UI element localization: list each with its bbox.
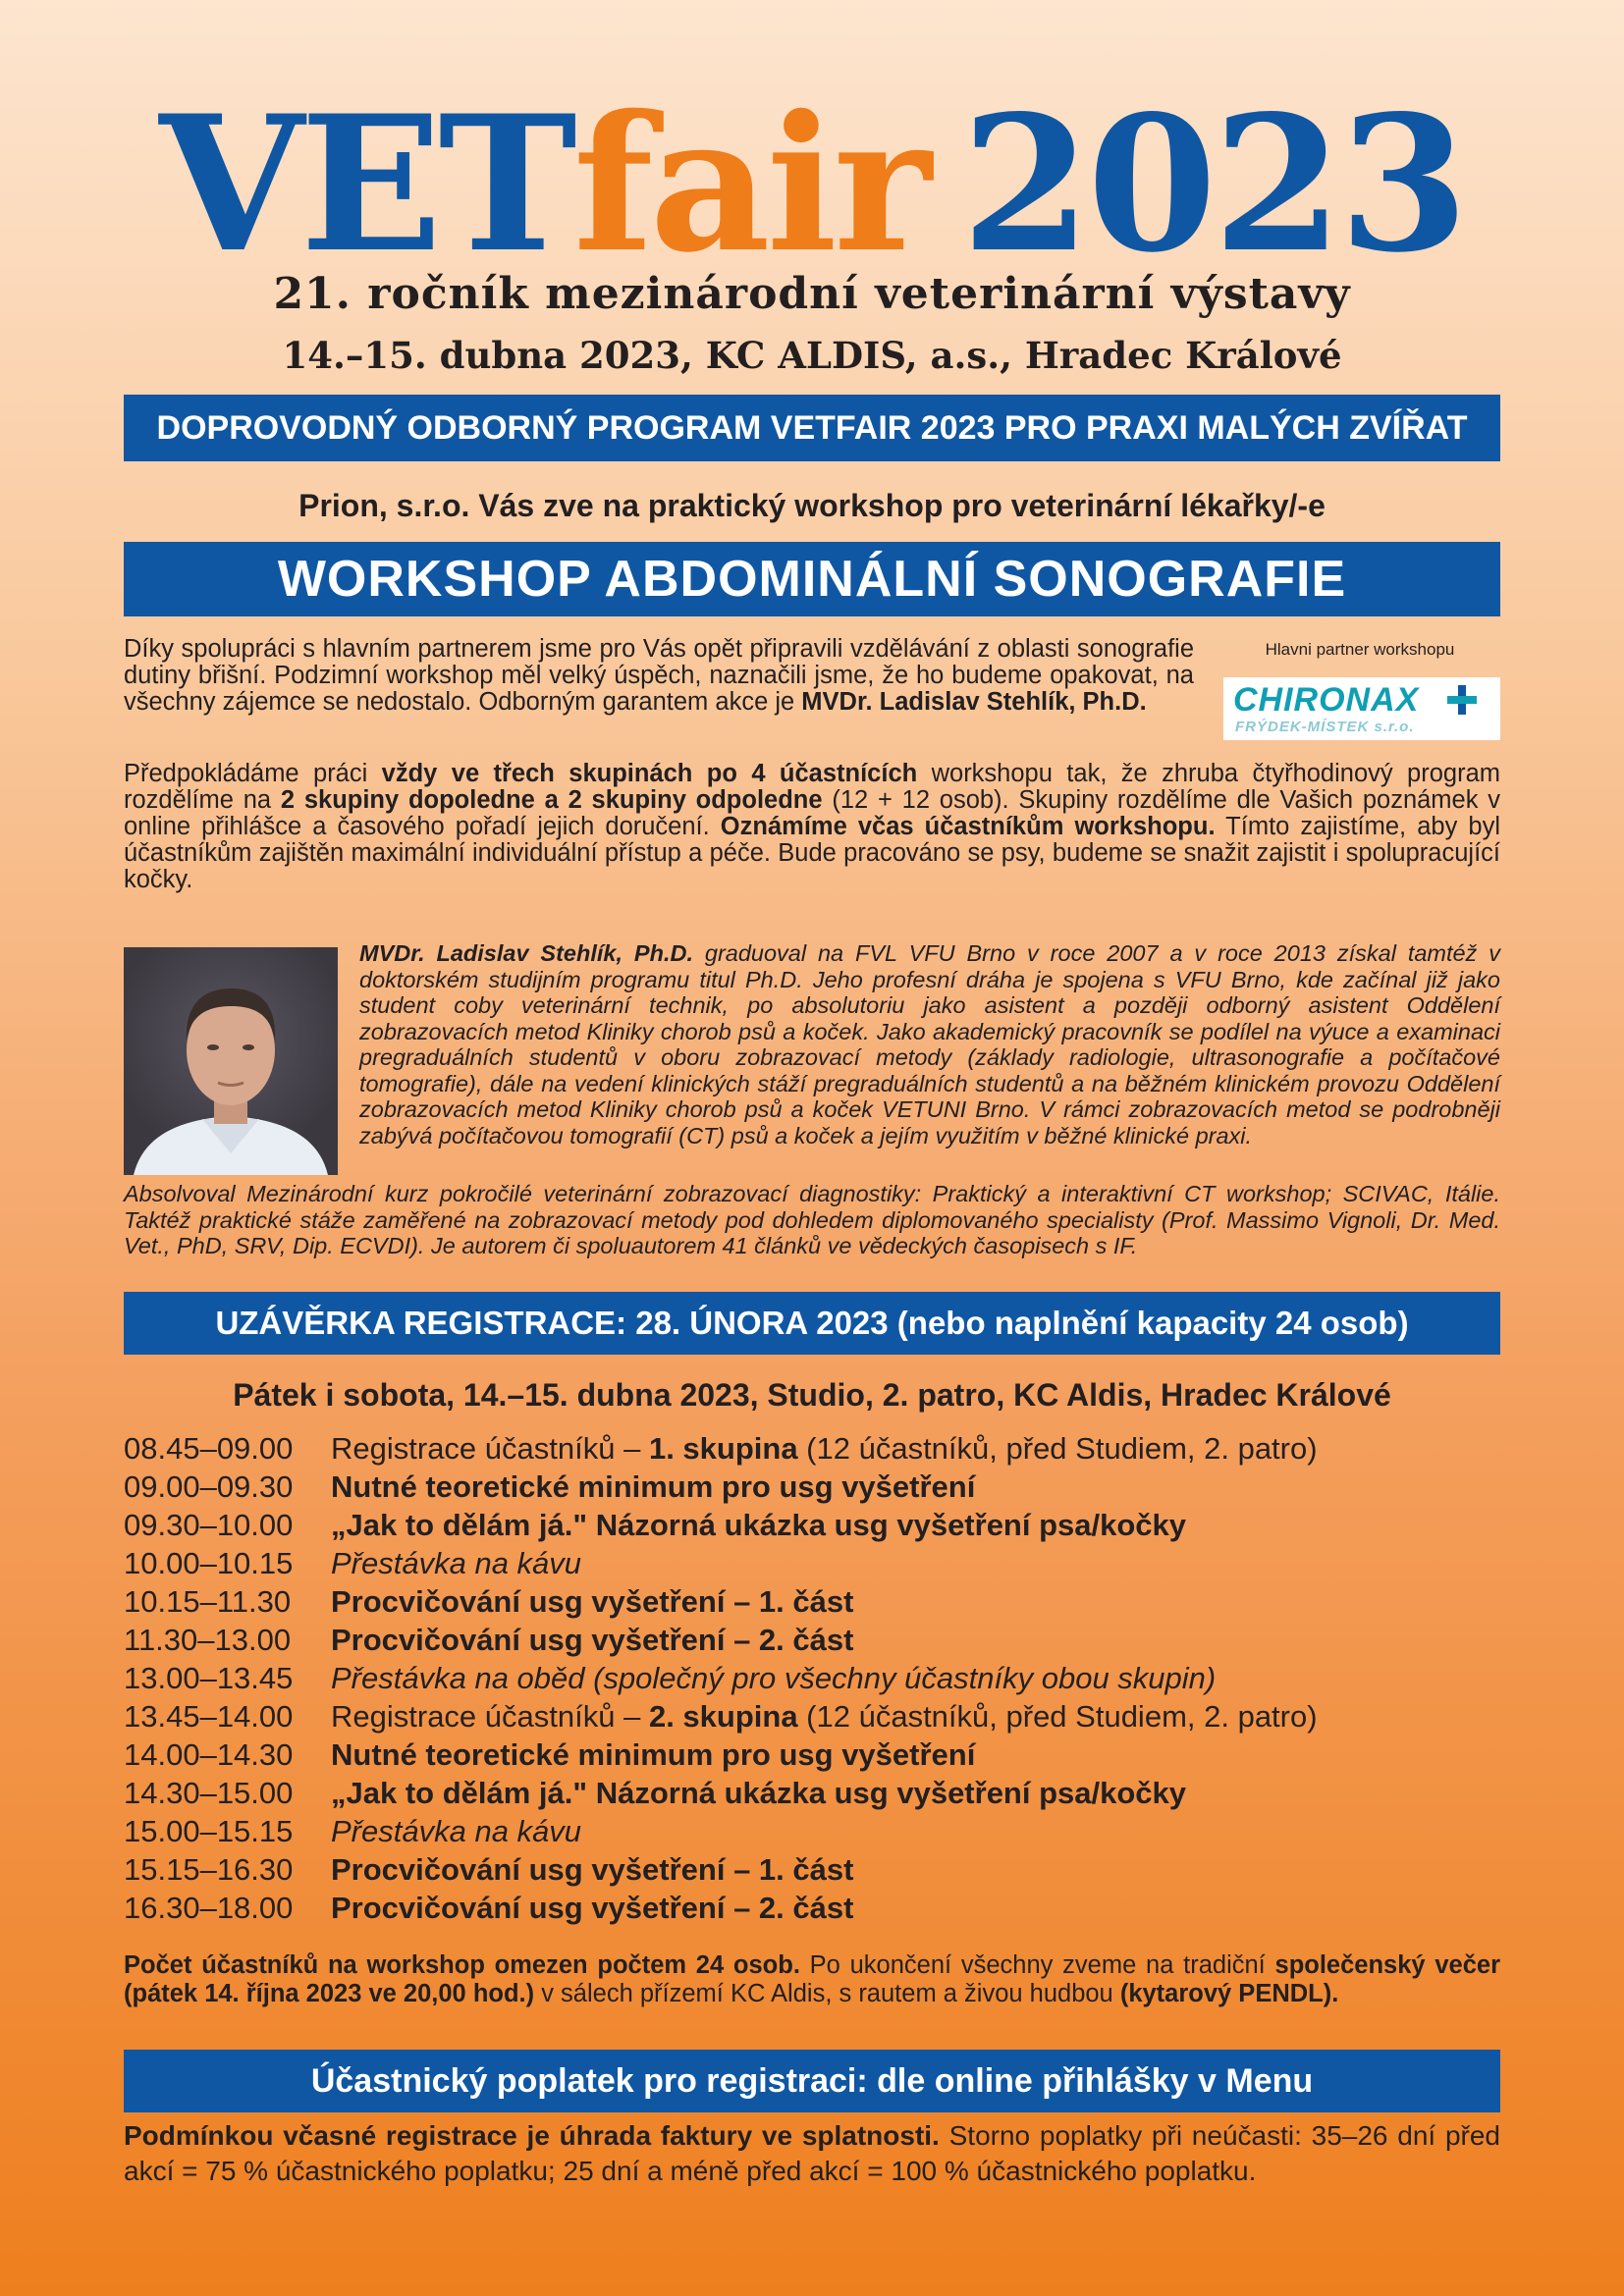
schedule-time: 11.30–13.00 — [124, 1623, 292, 1657]
intro-text: Tímto zajistíme, aby byl účastníkům zajištěn maximální individuální přístup a péče. Bude pracováno se psy, budeme se snažit zajistit i spolupracující kočky. — [124, 813, 1501, 893]
schedule-bold: Nutné teoretické minimum pro usg vyšetření — [331, 1737, 976, 1772]
schedule-row — [124, 1850, 1500, 1889]
schedule-row — [124, 1621, 1500, 1659]
schedule-break: Přestávka na kávu — [331, 1546, 582, 1580]
schedule-time: 16.30–18.00 — [124, 1891, 294, 1925]
speaker-photo — [124, 947, 338, 1175]
logo-sub-text: FRÝDEK-MÍSTEK s.r.o. — [1235, 719, 1415, 735]
schedule-bold: Procvičování usg vyšetření – 1. část — [331, 1584, 854, 1619]
schedule-text: (12 účastníků, před Studiem, 2. patro) — [797, 1699, 1318, 1734]
payment-note — [124, 2118, 1500, 2189]
schedule-row — [124, 1697, 1500, 1735]
partner-label: Hlavni partner workshopu — [1265, 640, 1455, 659]
capacity-text: Po ukončení všechny zveme na tradiční — [799, 1951, 1275, 1979]
schedule-break: Přestávka na oběd (společný pro všechny účastníky obou skupin) — [331, 1661, 1217, 1695]
intro-paragraph-2 — [124, 761, 1500, 893]
schedule-time: 08.45–09.00 — [124, 1431, 294, 1466]
speaker-name: MVDr. Ladislav Stehlík, Ph.D. — [359, 940, 693, 966]
schedule-row — [124, 1812, 1500, 1850]
chironax-logo — [1223, 677, 1500, 740]
schedule-bold: Nutné teoretické minimum pro usg vyšetření — [331, 1469, 976, 1504]
schedule-time: 13.00–13.45 — [124, 1661, 294, 1695]
deadline-banner: UZÁVĚRKA REGISTRACE: 28. ÚNORA 2023 (nebo naplnění kapacity 24 osob) — [124, 1292, 1500, 1355]
intro-bold: vždy ve třech skupinách po 4 účastnících — [381, 760, 918, 787]
program-banner: DOPROVODNÝ ODBORNÝ PROGRAM VETFAIR 2023 PRO PRAXI MALÝCH ZVÍŘAT — [124, 395, 1500, 461]
schedule-row — [124, 1582, 1500, 1621]
intro-paragraph-1 — [124, 636, 1194, 716]
payment-bold: Podmínkou včasné registrace je úhrada faktury ve splatnosti. — [124, 2120, 940, 2151]
schedule-break: Přestávka na kávu — [331, 1814, 582, 1848]
schedule-text: (12 účastníků, před Studiem, 2. patro) — [797, 1431, 1318, 1466]
schedule-bold: „Jak to dělám já." Názorná ukázka usg vyšetření psa/kočky — [331, 1776, 1187, 1810]
capacity-text: v sálech přízemí KC Aldis, s rautem a živou hudbou — [534, 1980, 1120, 2007]
schedule-bold: 1. skupina — [648, 1431, 798, 1466]
invite-line: Prion, s.r.o. Vás zve na praktický workshop pro veterinární lékařky/-e — [298, 488, 1326, 523]
speaker-bio-2: Absolvoval Mezinárodní kurz pokročilé veterinární zobrazovací diagnostiky: Praktický a interaktivní CT workshop; SCIVAC, Itálie. Taktéž praktické stáže zaměřené na zobrazovací metody pod dohledem diplomovaného specialisty (Prof. Massimo Vignoli, Dr. Med. Vet., PhD, SRV, Dip. ECVDI). Je autorem či spoluautorem 41 článků ve vědeckých časopisech s IF. — [124, 1181, 1500, 1258]
bio-text: graduoval na FVL VFU Brno v roce 2007 a v roce 2013 získal tamtéž v doktorském studijním programu titul Ph.D. Jeho profesní dráha je spojena s VFU Brno, kde začínal již jako student coby veterinární technik, po absolutoriu jako asistent a později odborný asistent Oddělení zobrazovacích metod Kliniky chorob psů a koček. Jako akademický pracovník se podílel na výuce a examinaci pregraduálních studentů v oboru zobrazovací metody (základy radiologie, ultrasonografie a počítačové tomografie), dále na vedení klinických stáží pregraduálních studentů a na běžném klinickém provozu Oddělení zobrazovacích metod Kliniky chorob psů a koček VETUNI Brno. V rámci zobrazovacích metod se podrobněji zabývá počítačovou tomografií (CT) psů a koček a jejím využitím v běžné klinické praxi. — [359, 940, 1500, 1148]
title-fair: fair — [572, 75, 928, 294]
schedule-time: 15.15–16.30 — [124, 1852, 294, 1887]
schedule-bold: Procvičování usg vyšetření – 2. část — [331, 1623, 854, 1657]
schedule-row — [124, 1735, 1500, 1774]
capacity-note — [124, 1951, 1500, 2008]
title-year: 2023 — [960, 75, 1465, 294]
intro-text: Předpokládáme práci — [124, 760, 382, 787]
schedule-row — [124, 1544, 1500, 1582]
schedule-time: 09.00–09.30 — [124, 1469, 294, 1504]
intro-text: (12 + 12 osob). Skupiny rozdělíme dle Vašich poznámek v online přihlášce a časového pořadí jejich doručení. — [124, 786, 1501, 840]
capacity-bold: Počet účastníků na workshop omezen počtem 24 osob. — [124, 1951, 800, 1979]
schedule-time: 14.30–15.00 — [124, 1776, 294, 1810]
schedule-row — [124, 1659, 1500, 1697]
payment-text: Storno poplatky při neúčasti: 35–26 dní před akcí = 75 % účastnického poplatku; 25 dní a méně před akcí = 100 % účastnického poplatku. — [124, 2120, 1500, 2186]
schedule-bold: Procvičování usg vyšetření – 1. část — [331, 1852, 854, 1887]
schedule-time: 10.00–10.15 — [124, 1546, 294, 1580]
schedule-bold: Procvičování usg vyšetření – 2. část — [331, 1891, 854, 1925]
fee-banner: Účastnický poplatek pro registraci: dle online přihlášky v Menu — [124, 2050, 1500, 2112]
schedule-row — [124, 1429, 1500, 1468]
plus-icon — [1447, 685, 1477, 715]
intro-bold: 2 skupiny dopoledne a 2 skupiny odpoledne — [280, 786, 823, 814]
title-vet: VET — [159, 75, 573, 294]
venue-line: Pátek i sobota, 14.–15. dubna 2023, Studio, 2. patro, KC Aldis, Hradec Králové — [233, 1377, 1391, 1413]
intro-text: workshopu tak, že zhruba čtyřhodinový program rozdělíme na — [124, 760, 1500, 814]
schedule-row — [124, 1774, 1500, 1812]
intro-bold: Oznámíme včas účastníkům workshopu. — [720, 813, 1216, 840]
event-subtitle: 21. ročník mezinárodní veterinární výstavy — [273, 269, 1351, 319]
event-date-place: 14.–15. dubna 2023, KC ALDIS, a.s., Hradec Králové — [282, 334, 1342, 377]
schedule-row — [124, 1468, 1500, 1506]
schedule-time: 10.15–11.30 — [124, 1584, 292, 1619]
schedule-time: 15.00–15.15 — [124, 1814, 294, 1848]
speaker-bio — [359, 940, 1500, 1148]
logo-main-text: CHIRONAX — [1233, 681, 1420, 719]
schedule-time: 09.30–10.00 — [124, 1508, 294, 1542]
schedule-row — [124, 1506, 1500, 1544]
intro-text: Díky spolupráci s hlavním partnerem jsme pro Vás opět připravili vzdělávání z oblasti sonografie dutiny břišní. Podzimní workshop měl velký úspěch, naznačili jsme, že ho budeme opakovat, na všechny zájemce se nedostalo. Odborným garantem akce je — [124, 635, 1194, 716]
capacity-bold: (kytarový PENDL). — [1119, 1980, 1339, 2007]
schedule-time: 13.45–14.00 — [124, 1699, 294, 1734]
capacity-bold: společenský večer (pátek 14. října 2023 ve 20,00 hod.) — [124, 1951, 1501, 2007]
schedule — [124, 1429, 1500, 1927]
workshop-banner: WORKSHOP ABDOMINÁLNÍ SONOGRAFIE — [124, 542, 1500, 616]
schedule-text: Registrace účastníků – — [331, 1431, 649, 1466]
schedule-row — [124, 1889, 1500, 1927]
schedule-bold: „Jak to dělám já." Názorná ukázka usg vyšetření psa/kočky — [331, 1508, 1187, 1542]
guarantor-name: MVDr. Ladislav Stehlík, Ph.D. — [801, 688, 1147, 716]
schedule-text: Registrace účastníků – — [331, 1699, 649, 1734]
schedule-time: 14.00–14.30 — [124, 1737, 294, 1772]
schedule-bold: 2. skupina — [648, 1699, 798, 1734]
